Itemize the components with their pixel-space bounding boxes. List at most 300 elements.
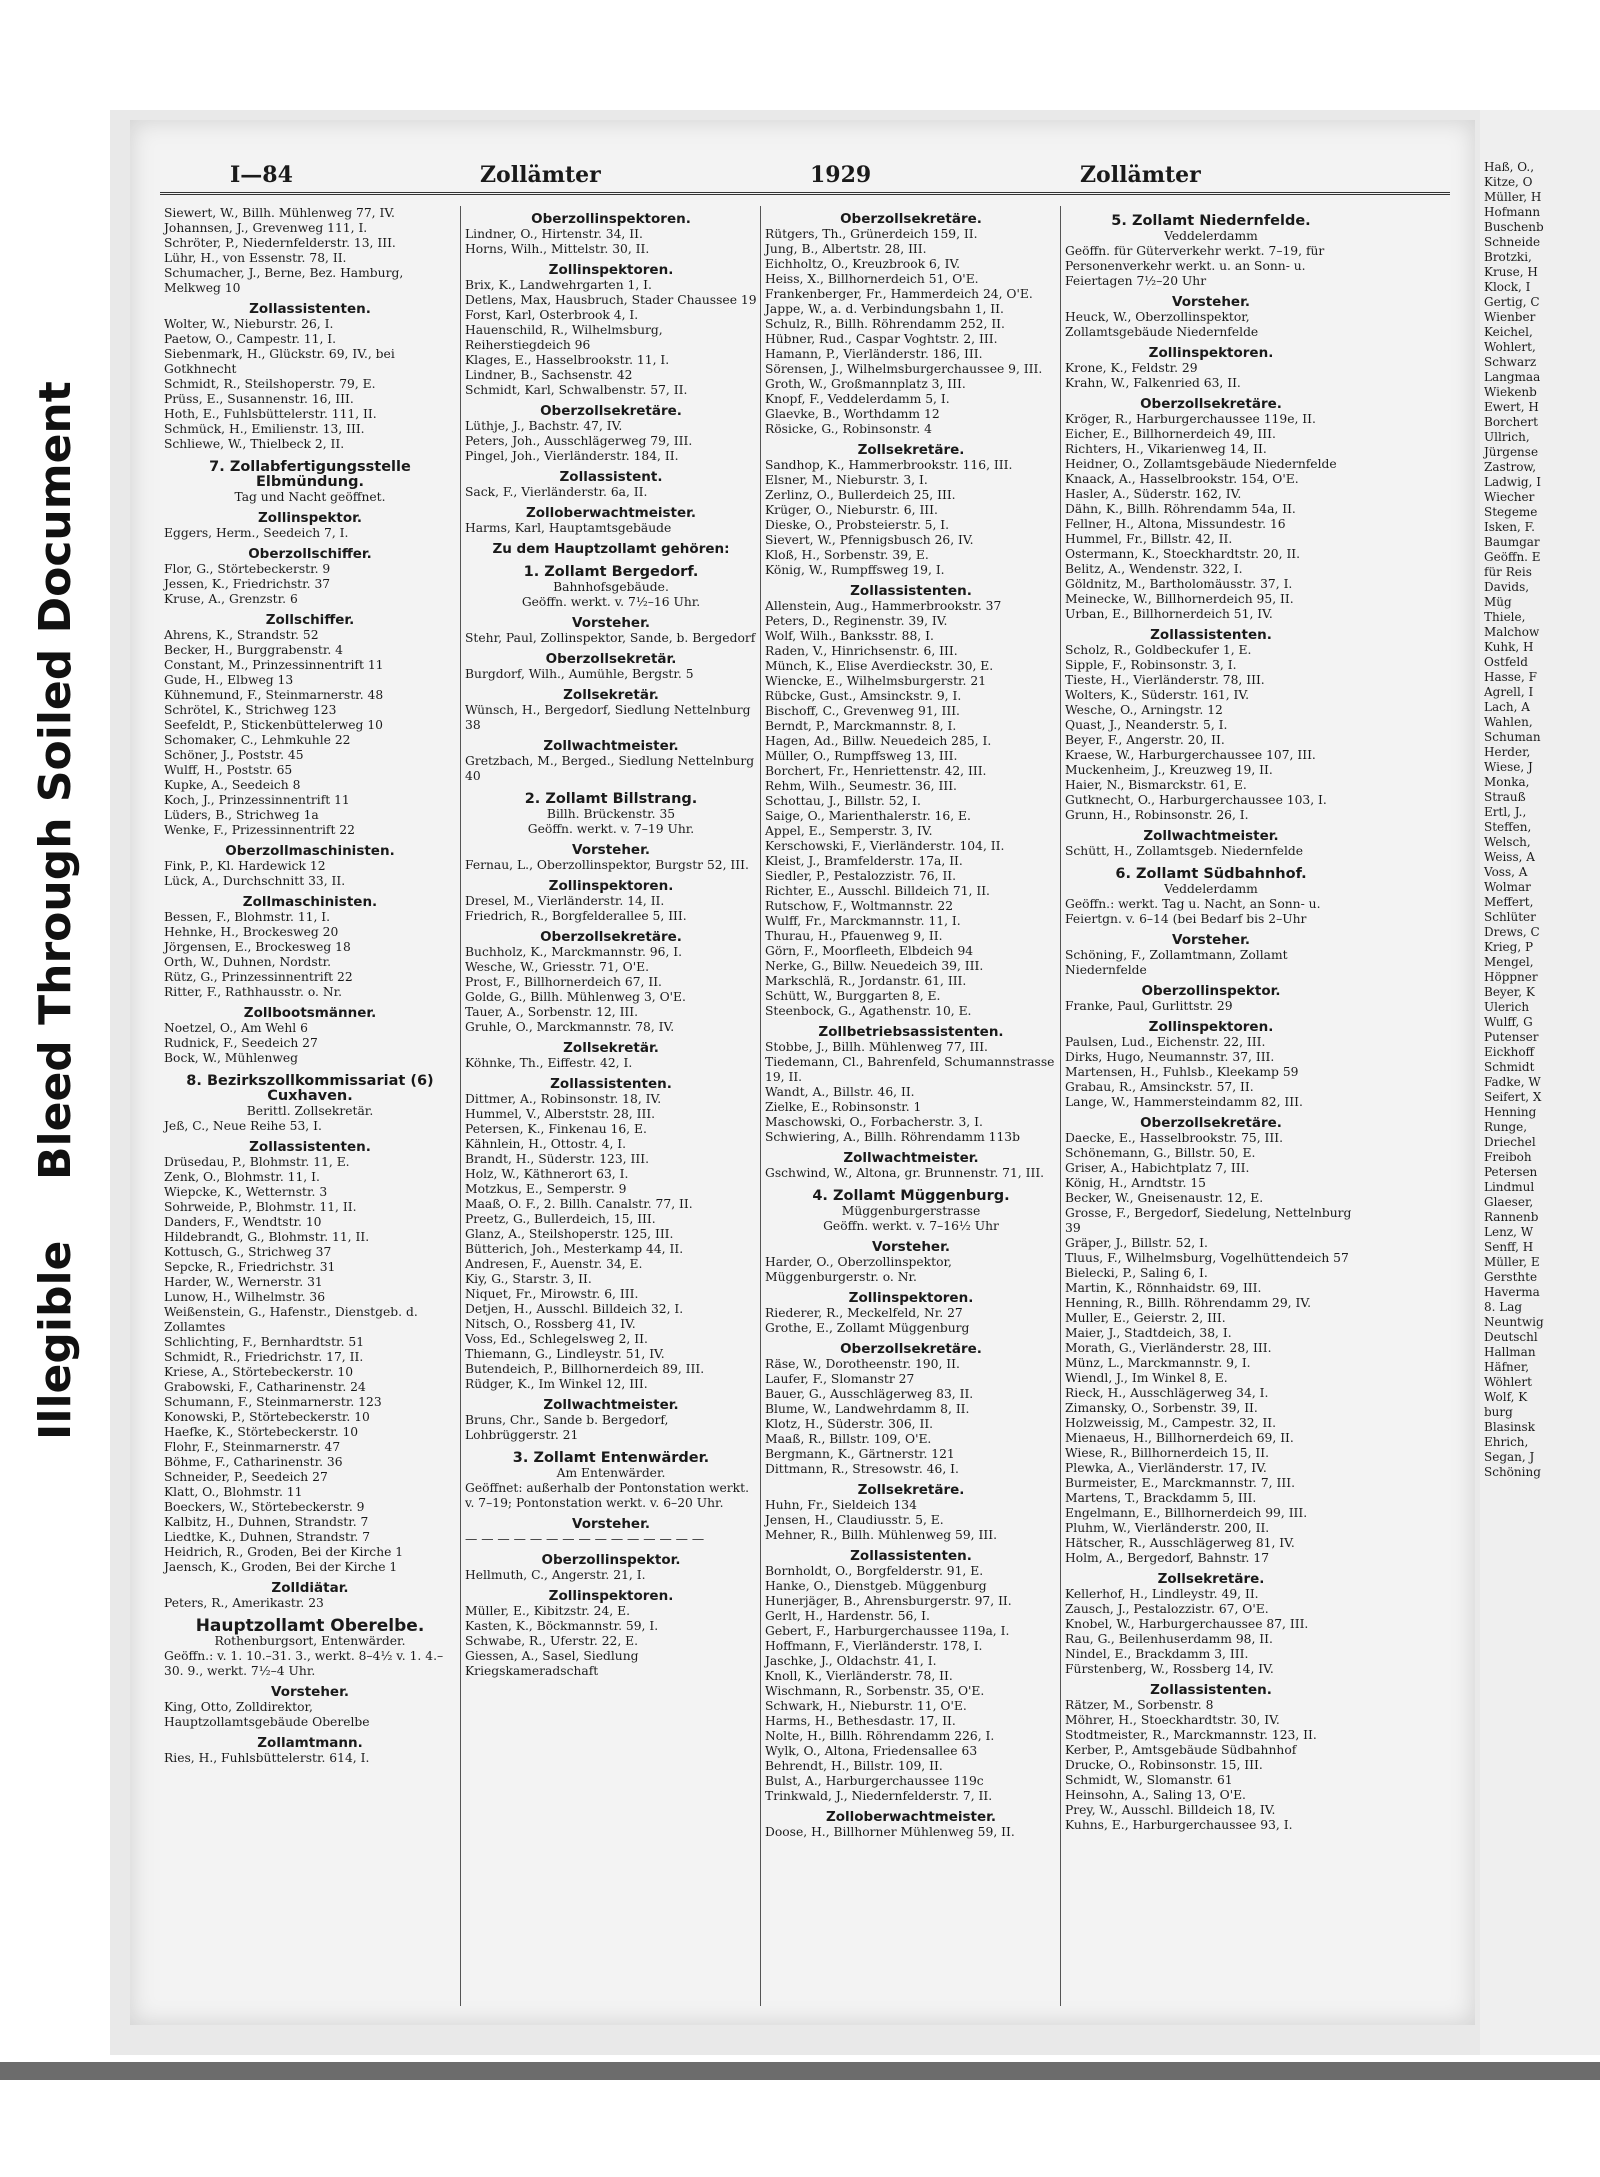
entry: Constant, M., Prinzessinnentrift 11 <box>164 658 384 672</box>
fragment-line: Wiekenb <box>1484 385 1537 399</box>
fragment-line: Davids, <box>1484 580 1530 594</box>
fragment-line: Wiecher <box>1484 490 1535 504</box>
entry: Drucke, O., Robinsonstr. 15, III. <box>1065 1758 1263 1772</box>
entry: Wiencke, E., Wilhelmsburgerstr. 21 <box>765 674 987 688</box>
entry: Glaevke, B., Worthdamm 12 <box>765 407 940 421</box>
section-heading: Oberzollsekretäre. <box>540 403 682 419</box>
fragment-line: Häfner, <box>1484 1360 1530 1374</box>
header-year: 1929 <box>810 162 872 188</box>
entry: Jessen, K., Friedrichstr. 37 <box>164 577 331 591</box>
entry: Andresen, F., Auenstr. 34, E. <box>465 1257 643 1271</box>
fragment-line: Gersthte <box>1484 1270 1538 1284</box>
entry: Richter, E., Ausschl. Billdeich 71, II. <box>765 884 990 898</box>
fragment-line: Schöning <box>1484 1465 1541 1479</box>
fragment-line: Wolmar <box>1484 880 1531 894</box>
entry: Wischmann, R., Sorbenstr. 35, O'E. <box>765 1684 985 1698</box>
columns <box>160 206 1450 2006</box>
entry: Göldnitz, M., Bartholomäusstr. 37, I. <box>1065 577 1293 591</box>
section-heading: 7. Zollabfertigungsstelle Elbmündung. <box>209 459 411 490</box>
column-4 <box>1060 206 1361 2006</box>
fragment-line: Driechel <box>1484 1135 1536 1149</box>
entry: Hunerjäger, B., Ahrensburgerstr. 97, II. <box>765 1594 1012 1608</box>
entry: Lindner, B., Sachsenstr. 42 <box>465 368 633 382</box>
section-heading: Vorsteher. <box>572 615 650 631</box>
fragment-line: Klock, I <box>1484 280 1531 294</box>
entry: Rübcke, Gust., Amsinckstr. 9, I. <box>765 689 962 703</box>
entry: Pingel, Joh., Vierländerstr. 184, II. <box>465 449 679 463</box>
entry: Haefke, K., Störtebeckerstr. 10 <box>164 1425 359 1439</box>
entry: Ahrens, K., Strandstr. 52 <box>164 628 319 642</box>
entry: Ries, H., Fuhlsbüttelerstr. 614, I. <box>164 1751 370 1765</box>
entry: Tieste, H., Vierländerstr. 78, III. <box>1065 673 1265 687</box>
section-heading: Oberzollsekretäre. <box>540 929 682 945</box>
entry: Geöffn.: werkt. Tag u. Nacht, an Sonn- u. Feiertgn. v. 6–14 (bei Bedarf bis 2–Uhr <box>1065 897 1321 926</box>
entry: Tluus, F., Wilhelmsburg, Vogelhüttendeich 57 <box>1065 1251 1349 1265</box>
fragment-line: Müg <box>1484 595 1512 609</box>
section-heading: Zollsekretäre. <box>1157 1571 1265 1587</box>
entry: Hehnke, H., Brockesweg 20 <box>164 925 339 939</box>
fragment-line: Krieg, P <box>1484 940 1534 954</box>
entry: Lück, A., Durchschnitt 33, II. <box>164 874 346 888</box>
section-heading: Zolloberwachtmeister. <box>525 505 697 521</box>
entry: Krahn, W., Falkenried 63, II. <box>1065 376 1241 390</box>
entry: Peters, D., Reginenstr. 39, IV. <box>765 614 948 628</box>
section-heading: 4. Zollamt Müggenburg. <box>812 1188 1010 1204</box>
entry: Preetz, G., Bullerdeich, 15, III. <box>465 1212 656 1226</box>
entry: Harder, O., Oberzollinspektor, Müggenburgerstr. o. Nr. <box>765 1255 952 1284</box>
entry: Peters, R., Amerikastr. 23 <box>164 1596 324 1610</box>
entry: Jeß, C., Neue Reihe 53, I. <box>164 1119 322 1133</box>
entry: Holz, W., Käthnerort 63, I. <box>465 1167 629 1181</box>
section-heading: Veddelerdamm <box>1164 229 1258 243</box>
fragment-line: Wohlert, <box>1484 340 1536 354</box>
entry: Jung, B., Albertstr. 28, III. <box>765 242 927 256</box>
entry: Bielecki, P., Saling 6, I. <box>1065 1266 1208 1280</box>
entry: Geöffn.: v. 1. 10.–31. 3., werkt. 8–4½ v. 1. 4.–30. 9., werkt. 7½–4 Uhr. <box>164 1649 444 1678</box>
entry: Gebert, F., Harburgerchaussee 119a, I. <box>765 1624 1010 1638</box>
entry: Wenke, F., Prizessinnentrift 22 <box>164 823 355 837</box>
fragment-line: Schuman <box>1484 730 1541 744</box>
entry: Sack, F., Vierländerstr. 6a, II. <box>465 485 648 499</box>
entry: Forst, Karl, Osterbrook 4, I. <box>465 308 639 322</box>
entry: Harder, W., Wernerstr. 31 <box>164 1275 323 1289</box>
section-heading: Zollassistenten. <box>249 1139 371 1155</box>
entry: Hummel, V., Alberststr. 28, III. <box>465 1107 656 1121</box>
fragment-line: Segan, J <box>1484 1450 1535 1464</box>
section-heading: Billh. Brückenstr. 35 <box>546 807 676 821</box>
entry: König, H., Arndtstr. 15 <box>1065 1176 1206 1190</box>
entry: Wünsch, H., Bergedorf, Siedlung Nettelnburg 38 <box>465 703 751 732</box>
entry: Geöffn. für Güterverkehr werkt. 7–19, für Personenverkehr werkt. u. an Sonn- u. Feiertagen 7½–20 Uhr <box>1065 244 1325 288</box>
entry: Klotz, H., Süderstr. 306, II. <box>765 1417 934 1431</box>
fragment-line: Runge, <box>1484 1120 1528 1134</box>
section-heading: Zollinspektoren. <box>848 1290 974 1306</box>
entry: Prey, W., Ausschl. Billdeich 18, IV. <box>1065 1803 1276 1817</box>
fragment-line: Stegeme <box>1484 505 1538 519</box>
entry: Knoll, K., Vierländerstr. 78, II. <box>765 1669 953 1683</box>
entry: Rätzer, M., Sorbenstr. 8 <box>1065 1698 1214 1712</box>
section-heading: Oberzollschiffer. <box>248 546 372 562</box>
entry: Schöner, J., Poststr. 45 <box>164 748 304 762</box>
entry: Sepcke, R., Friedrichstr. 31 <box>164 1260 336 1274</box>
section-heading: Zollinspektoren. <box>548 1588 674 1604</box>
entry: Daecke, E., Hasselbrookstr. 75, III. <box>1065 1131 1284 1145</box>
entry: Schumacher, J., Berne, Bez. Hamburg, Melkweg 10 <box>164 266 404 295</box>
entry: Kottusch, G., Strichweg 37 <box>164 1245 332 1259</box>
entry: Voss, Ed., Schlegelsweg 2, II. <box>465 1332 648 1346</box>
fragment-line: Drews, C <box>1484 925 1540 939</box>
entry: Danders, F., Wendtstr. 10 <box>164 1215 322 1229</box>
entry: Münch, K., Elise Averdieckstr. 30, E. <box>765 659 994 673</box>
section-heading: Zollinspektor. <box>258 510 362 526</box>
entry: Quast, J., Neanderstr. 5, I. <box>1065 718 1228 732</box>
section-heading: Oberzollmaschinisten. <box>225 843 395 859</box>
fragment-line: Müller, E <box>1484 1255 1540 1269</box>
entry: Hoffmann, F., Vierländerstr. 178, I. <box>765 1639 983 1653</box>
entry: Zausch, J., Pestalozzistr. 67, O'E. <box>1065 1602 1269 1616</box>
entry: Fürstenberg, W., Rossberg 14, IV. <box>1065 1662 1274 1676</box>
fragment-line: Langmaa <box>1484 370 1541 384</box>
entry: Wylk, O., Altona, Friedensallee 63 <box>765 1744 978 1758</box>
entry: Brix, K., Landwehrgarten 1, I. <box>465 278 652 292</box>
entry: Schönemann, G., Billstr. 50, E. <box>1065 1146 1256 1160</box>
fragment-line: Wahlen, <box>1484 715 1533 729</box>
entry: Lindner, O., Hirtenstr. 34, II. <box>465 227 643 241</box>
entry: Haier, N., Bismarckstr. 61, E. <box>1065 778 1247 792</box>
entry: Wesche, O., Arningstr. 12 <box>1065 703 1223 717</box>
section-heading: Zollsekretär. <box>563 687 659 703</box>
entry: Kleist, J., Bramfelderstr. 17a, II. <box>765 854 963 868</box>
scanned-page <box>110 110 1600 2055</box>
section-heading: Zollassistent. <box>559 469 663 485</box>
fragment-line: Blasinsk <box>1484 1420 1535 1434</box>
entry: Butendeich, P., Billhornerdeich 89, III. <box>465 1362 705 1376</box>
entry: Maschowski, O., Forbacherstr. 3, I. <box>765 1115 983 1129</box>
entry: Kriese, A., Störtebeckerstr. 10 <box>164 1365 354 1379</box>
entry: Martin, K., Rönnhaidstr. 69, III. <box>1065 1281 1262 1295</box>
entry: Frankenberger, Fr., Hammerdeich 24, O'E. <box>765 287 1033 301</box>
fragment-line: Neuntwig <box>1484 1315 1544 1329</box>
entry: Muller, E., Geierstr. 2, III. <box>1065 1311 1226 1325</box>
entry: Wiendl, J., Im Winkel 8, E. <box>1065 1371 1228 1385</box>
column-3 <box>760 206 1061 2006</box>
column-1 <box>160 206 460 2006</box>
fragment-line: Senff, H <box>1484 1240 1534 1254</box>
entry: Geöffnet: außerhalb der Pontonstation werkt. v. 7–19; Pontonstation werkt. v. 6–20 Uhr. <box>465 1481 749 1510</box>
fragment-line: Ullrich, <box>1484 430 1530 444</box>
section-heading: Zollassistenten. <box>550 1076 672 1092</box>
entry: Nerke, G., Billw. Neuedeich 39, III. <box>765 959 984 973</box>
entry: Nitsch, O., Rossberg 41, IV. <box>465 1317 636 1331</box>
fragment-line: Baumgar <box>1484 535 1540 549</box>
fragment-line: Haß, O., <box>1484 160 1535 174</box>
fragment-line: Freiboh <box>1484 1150 1532 1164</box>
entry: Giessen, A., Sasel, Siedlung Kriegskameradschaft <box>465 1649 639 1678</box>
entry: Rudnick, F., Seedeich 27 <box>164 1036 318 1050</box>
section-heading: Zollbootsmänner. <box>243 1005 377 1021</box>
entry: Kerschowski, F., Vierländerstr. 104, II. <box>765 839 1005 853</box>
entry: Kruse, A., Grenzstr. 6 <box>164 592 298 606</box>
entry: Noetzel, O., Am Wehl 6 <box>164 1021 308 1035</box>
page-number: I—84 <box>230 162 293 188</box>
entry: Kellerhof, H., Lindleystr. 49, II. <box>1065 1587 1259 1601</box>
section-heading: Zollassistenten. <box>1150 1682 1272 1698</box>
entry: Paulsen, Lud., Eichenstr. 22, III. <box>1065 1035 1266 1049</box>
fragment-line: Höppner <box>1484 970 1538 984</box>
entry: Grunn, H., Robinsonstr. 26, I. <box>1065 808 1249 822</box>
entry: Eichholtz, O., Kreuzbrook 6, IV. <box>765 257 961 271</box>
section-heading: Oberzollsekretäre. <box>1140 1115 1282 1131</box>
entry: Rüdger, K., Im Winkel 12, III. <box>465 1377 648 1391</box>
entry: Schütt, W., Burggarten 8, E. <box>765 989 941 1003</box>
fragment-line: Meffert, <box>1484 895 1534 909</box>
section-heading: Zollassistenten. <box>850 1548 972 1564</box>
fragment-line: Geöffn. E <box>1484 550 1541 564</box>
fragment-line: Thiele, <box>1484 610 1526 624</box>
entry: Fink, P., Kl. Hardewick 12 <box>164 859 326 873</box>
section-heading: Zollinspektoren. <box>548 878 674 894</box>
fragment-line: Borchert <box>1484 415 1538 429</box>
fragment-line: Kitze, O <box>1484 175 1533 189</box>
entry: Glanz, A., Steilshoperstr. 125, III. <box>465 1227 674 1241</box>
fragment-line: Weiss, A <box>1484 850 1535 864</box>
section-heading: Vorsteher. <box>572 1516 650 1532</box>
fragment-line: Lindmul <box>1484 1180 1535 1194</box>
entry: Burgdorf, Wilh., Aumühle, Bergstr. 5 <box>465 667 694 681</box>
entry: Schmidt, W., Slomanstr. 61 <box>1065 1773 1233 1787</box>
entry: Meinecke, W., Billhornerdeich 95, II. <box>1065 592 1294 606</box>
section-heading: Zollwachtmeister. <box>543 1397 679 1413</box>
entry: Thiemann, G., Lindleystr. 51, IV. <box>465 1347 665 1361</box>
entry: Kähnlein, H., Ottostr. 4, I. <box>465 1137 627 1151</box>
entry: Hoth, E., Fuhlsbüttelerstr. 111, II. <box>164 407 377 421</box>
section-heading: Zollsekretäre. <box>857 1482 965 1498</box>
entry: Lühr, H., von Essenstr. 78, II. <box>164 251 347 265</box>
fragment-line: Wolf, K <box>1484 1390 1528 1404</box>
entry: Böhme, F., Catharinenstr. 36 <box>164 1455 343 1469</box>
entry: Maaß, O. F., 2. Billh. Canalstr. 77, II. <box>465 1197 693 1211</box>
section-heading: Zollwachtmeister. <box>1143 828 1279 844</box>
column-2 <box>460 206 761 2006</box>
section-heading: 8. Bezirkszollkommissariat (6) Cuxhaven. <box>186 1073 434 1104</box>
entry: Belitz, A., Wendenstr. 322, I. <box>1065 562 1243 576</box>
fragment-line: Wienber <box>1484 310 1536 324</box>
entry: Zerlinz, O., Bullerdeich 25, III. <box>765 488 956 502</box>
entry: Knaack, A., Hasselbrookstr. 154, O'E. <box>1065 472 1299 486</box>
entry: Flohr, F., Steinmarnerstr. 47 <box>164 1440 341 1454</box>
entry: Gude, H., Elbweg 13 <box>164 673 294 687</box>
entry: Saige, O., Marienthalerstr. 16, E. <box>765 809 971 823</box>
entry: Johannsen, J., Grevenweg 111, I. <box>164 221 368 235</box>
entry: Hätscher, R., Ausschlägerweg 81, IV. <box>1065 1536 1295 1550</box>
entry: Klatt, O., Blohmstr. 11 <box>164 1485 303 1499</box>
entry: Niquet, Fr., Mirowstr. 6, III. <box>465 1287 639 1301</box>
fragment-line: Wulff, G <box>1484 1015 1533 1029</box>
entry: Becker, W., Gneisenaustr. 12, E. <box>1065 1191 1264 1205</box>
fragment-line: Ehrich, <box>1484 1435 1529 1449</box>
entry: Schlichting, F., Bernhardtstr. 51 <box>164 1335 365 1349</box>
section-heading: Zolloberwachtmeister. <box>825 1809 997 1825</box>
entry: Möhrer, H., Stoeckhardtstr. 30, IV. <box>1065 1713 1280 1727</box>
section-heading: Zollassistenten. <box>850 583 972 599</box>
entry: Räse, W., Dorotheenstr. 190, II. <box>765 1357 960 1371</box>
entry: Hübner, Rud., Caspar Voghtstr. 2, III. <box>765 332 998 346</box>
entry: Prost, F., Billhornerdeich 67, II. <box>465 975 662 989</box>
entry: Siedler, P., Pestalozzistr. 76, II. <box>765 869 957 883</box>
section-heading: Zolldiätar. <box>271 1580 349 1596</box>
entry: Lüders, B., Strichweg 1a <box>164 808 319 822</box>
entry: Bessen, F., Blohmstr. 11, I. <box>164 910 331 924</box>
fragment-line: Petersen <box>1484 1165 1538 1179</box>
entry: Dirks, Hugo, Neumannstr. 37, III. <box>1065 1050 1275 1064</box>
entry: Wiepcke, K., Wetternstr. 3 <box>164 1185 328 1199</box>
entry: Laufer, F., Slomanstr 27 <box>765 1372 915 1386</box>
fragment-line: Ladwig, I <box>1484 475 1541 489</box>
entry: Schmidt, R., Friedrichstr. 17, II. <box>164 1350 364 1364</box>
entry: Harms, H., Bethesdastr. 17, II. <box>765 1714 956 1728</box>
section-heading: Geöffn. werkt. v. 7½–16 Uhr. <box>521 595 701 609</box>
entry: Allenstein, Aug., Hammerbrookstr. 37 <box>765 599 1002 613</box>
entry: Grosse, F., Bergedorf, Siedelung, Nettelnburg 39 <box>1065 1206 1352 1235</box>
fragment-line: Buschenb <box>1484 220 1544 234</box>
entry: Sohrweide, P., Blohmstr. 11, II. <box>164 1200 357 1214</box>
entry: Kerber, P., Amtsgebäude Südbahnhof <box>1065 1743 1297 1757</box>
section-heading: Zollassistenten. <box>1150 627 1272 643</box>
section-heading: Zollinspektoren. <box>1148 345 1274 361</box>
entry: Tiedemann, Cl., Bahrenfeld, Schumannstrasse 19, II. <box>765 1055 1055 1084</box>
fragment-line: Ewert, H <box>1484 400 1539 414</box>
entry: Mehner, R., Billh. Mühlenweg 59, III. <box>765 1528 997 1542</box>
entry: Appel, E., Semperstr. 3, IV. <box>765 824 933 838</box>
entry: Liedtke, K., Duhnen, Strandstr. 7 <box>164 1530 371 1544</box>
entry: Grothe, E., Zollamt Müggenburg <box>765 1321 970 1335</box>
entry: Rau, G., Beilenhuserdamm 98, II. <box>1065 1632 1273 1646</box>
entry: Schwark, H., Nieburstr. 11, O'E. <box>765 1699 967 1713</box>
section-heading: Vorsteher. <box>1172 932 1250 948</box>
entry: Harms, Karl, Hauptamtsgebäude <box>465 521 672 535</box>
entry: Siewert, W., Billh. Mühlenweg 77, IV. <box>164 206 395 220</box>
entry: Zenk, O., Blohmstr. 11, I. <box>164 1170 320 1184</box>
document-page <box>130 120 1475 2025</box>
entry: Tauer, A., Sorbenstr. 12, III. <box>465 1005 639 1019</box>
entry: Lüthje, J., Bachstr. 47, IV. <box>465 419 623 433</box>
entry: Wulff, H., Poststr. 65 <box>164 763 293 777</box>
entry: Seefeldt, P., Stickenbüttelerweg 10 <box>164 718 383 732</box>
section-heading: Oberzollsekretäre. <box>840 1341 982 1357</box>
fragment-line: Strauß <box>1484 790 1526 804</box>
entry: Dittmer, A., Robinsonstr. 18, IV. <box>465 1092 662 1106</box>
entry: Becker, H., Burggrabenstr. 4 <box>164 643 344 657</box>
entry: Kühnemund, F., Steinmarnerstr. 48 <box>164 688 384 702</box>
entry: Heidrich, R., Groden, Bei der Kirche 1 <box>164 1545 404 1559</box>
fragment-line: Kuhk, H <box>1484 640 1534 654</box>
entry: Prüss, E., Susannenstr. 16, III. <box>164 392 354 406</box>
entry: Hanke, O., Dienstgeb. Müggenburg <box>765 1579 987 1593</box>
section-heading: Zollamtmann. <box>257 1735 363 1751</box>
entry: Heidner, O., Zollamtsgebäude Niedernfelde <box>1065 457 1337 471</box>
entry: Köhnke, Th., Eiffestr. 42, I. <box>465 1056 633 1070</box>
fragment-line: Eickhoff <box>1484 1045 1535 1059</box>
section-heading: 3. Zollamt Entenwärder. <box>512 1450 710 1466</box>
section-heading: 6. Zollamt Südbahnhof. <box>1115 866 1307 882</box>
entry: Flor, G., Störtebeckerstr. 9 <box>164 562 331 576</box>
entry: Rütz, G., Prinzessinnentrift 22 <box>164 970 353 984</box>
section-heading: Vorsteher. <box>271 1684 349 1700</box>
fragment-line: Hasse, F <box>1484 670 1537 684</box>
header-right-title: Zollämter <box>1080 162 1201 188</box>
fragment-line: Herder, <box>1484 745 1531 759</box>
fragment-line: Voss, A <box>1484 865 1528 879</box>
fragment-line: Gertig, C <box>1484 295 1540 309</box>
entry: Franke, Paul, Gurlittstr. 29 <box>1065 999 1233 1013</box>
entry: Gschwind, W., Altona, gr. Brunnenstr. 71, III. <box>765 1166 1045 1180</box>
entry: Peters, Joh., Ausschlägerweg 79, III. <box>465 434 693 448</box>
entry: Grabowski, F., Catharinenstr. 24 <box>164 1380 366 1394</box>
illegible-stamp <box>0 0 110 2177</box>
entry: Grabau, R., Amsinckstr. 57, II. <box>1065 1080 1254 1094</box>
entry: Bruns, Chr., Sande b. Bergedorf, Lohbrüggerstr. 21 <box>465 1413 669 1442</box>
entry: Ostermann, K., Stoeckhardtstr. 20, II. <box>1065 547 1301 561</box>
entry: Rehm, Wilh., Seumestr. 36, III. <box>765 779 957 793</box>
entry: Mienaeus, H., Billhornerdeich 69, II. <box>1065 1431 1294 1445</box>
entry: Bischoff, C., Grevenweg 91, III. <box>765 704 960 718</box>
entry: Plewka, A., Vierländerstr. 17, IV. <box>1065 1461 1267 1475</box>
fragment-line: Lach, A <box>1484 700 1530 714</box>
fragment-line: Haverma <box>1484 1285 1540 1299</box>
entry: Wolters, K., Süderstr. 161, IV. <box>1065 688 1250 702</box>
fragment-line: Schlüter <box>1484 910 1536 924</box>
entry: Krüger, O., Nieburstr. 6, III. <box>765 503 938 517</box>
section-heading: Geöffn. werkt. v. 7–16½ Uhr <box>823 1219 999 1233</box>
fragment-line: Glaeser, <box>1484 1195 1534 1209</box>
entry: King, Otto, Zolldirektor, Hauptzollamtsgebäude Oberelbe <box>164 1700 370 1729</box>
entry: Martens, T., Brackdamm 5, III. <box>1065 1491 1257 1505</box>
fragment-line: Schmidt <box>1484 1060 1535 1074</box>
entry: Jappe, W., a. d. Verbindungsbahn 1, II. <box>765 302 1004 316</box>
entry: Schmück, H., Emilienstr. 13, III. <box>164 422 365 436</box>
entry: Groth, W., Großmannplatz 3, III. <box>765 377 966 391</box>
entry: Stodtmeister, R., Marckmannstr. 123, II. <box>1065 1728 1317 1742</box>
entry: Gerlt, H., Hardenstr. 56, I. <box>765 1609 930 1623</box>
entry: Dähn, K., Billh. Röhrendamm 54a, II. <box>1065 502 1296 516</box>
section-heading: Zu dem Hauptzollamt gehören: <box>492 541 730 557</box>
section-heading: Geöffn. werkt. v. 7–19 Uhr. <box>527 822 695 836</box>
entry: Steenbock, G., Agathenstr. 10, E. <box>765 1004 972 1018</box>
entry: Pluhm, W., Vierländerstr. 200, II. <box>1065 1521 1270 1535</box>
entry: Siebenmark, H., Glückstr. 69, IV., bei Gotkhnecht <box>164 347 395 376</box>
section-heading: Veddelerdamm <box>1164 882 1258 896</box>
entry: Riederer, R., Meckelfeld, Nr. 27 <box>765 1306 963 1320</box>
entry: Kasten, K., Böckmannstr. 59, I. <box>465 1619 659 1633</box>
fragment-line: Hallman <box>1484 1345 1536 1359</box>
fragment-line: Ertl, J., <box>1484 805 1527 819</box>
entry: Schulz, R., Billh. Röhrendamm 252, II. <box>765 317 1005 331</box>
entry: Griser, A., Habichtplatz 7, III. <box>1065 1161 1250 1175</box>
entry: Brandt, H., Süderstr. 123, III. <box>465 1152 649 1166</box>
entry: Kraese, W., Harburgerchaussee 107, III. <box>1065 748 1316 762</box>
section-heading: Vorsteher. <box>572 842 650 858</box>
entry: Huhn, Fr., Sieldeich 134 <box>765 1498 917 1512</box>
entry: Dresel, M., Vierländerstr. 14, II. <box>465 894 665 908</box>
fragment-line: Ostfeld <box>1484 655 1528 669</box>
entry: Schliewe, W., Thielbeck 2, II. <box>164 437 345 451</box>
entry: Schöning, F., Zollamtmann, Zollamt Niedernfelde <box>1065 948 1288 977</box>
section-heading: 1. Zollamt Bergedorf. <box>523 564 699 580</box>
entry: Jörgensen, E., Brockesweg 18 <box>164 940 351 954</box>
section-heading: 5. Zollamt Niedernfelde. <box>1111 213 1311 229</box>
entry: Heinsohn, A., Saling 13, O'E. <box>1065 1788 1246 1802</box>
fragment-line: Isken, F. <box>1484 520 1535 534</box>
